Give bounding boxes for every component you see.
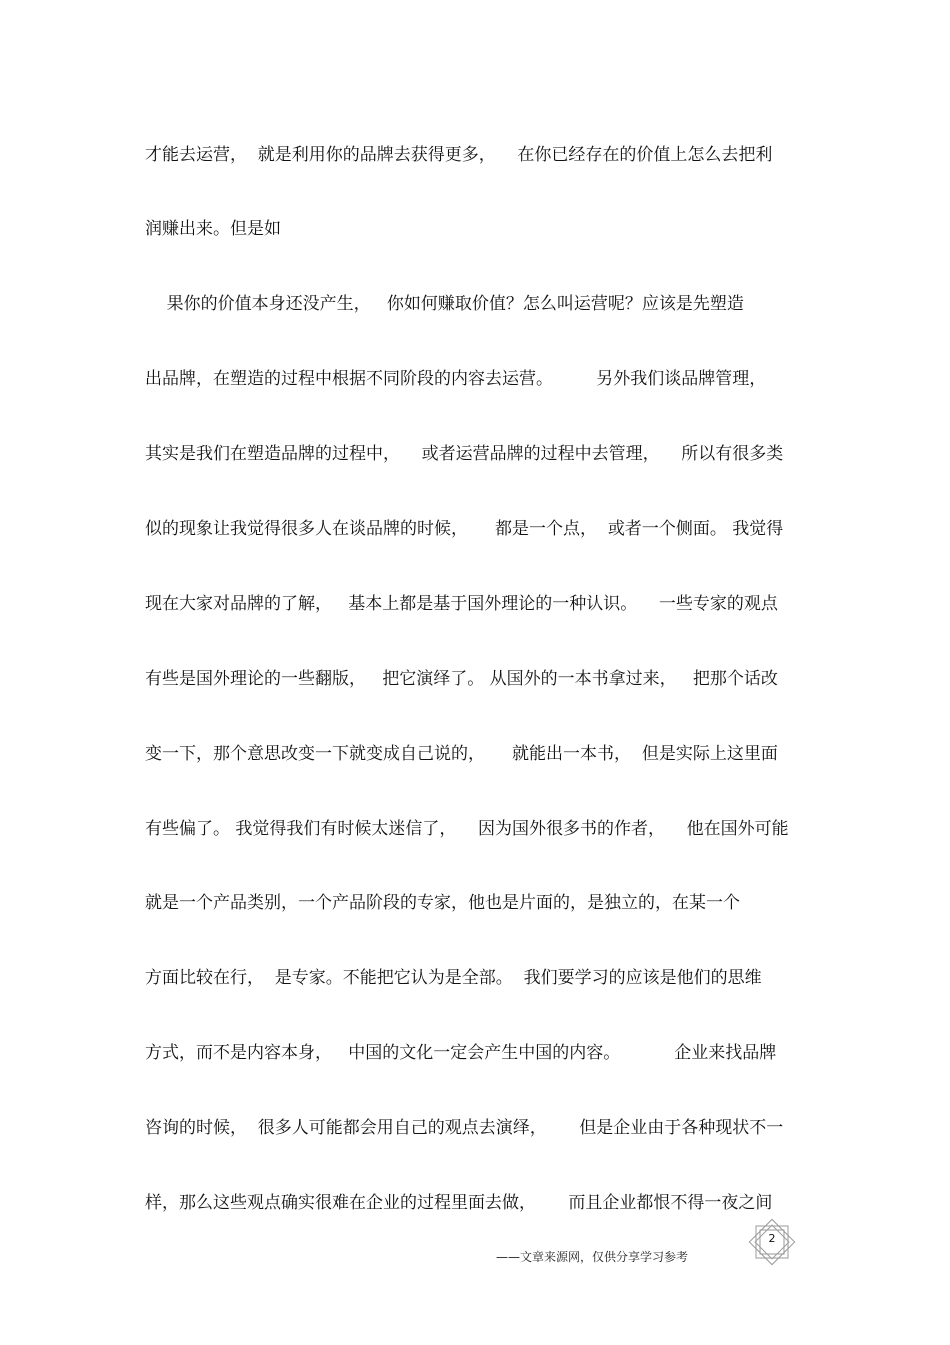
body-line: 变一下，那个意思改变一下就变成自己说的， 就能出一本书， 但是实际上这里面 [145,744,778,764]
page-number-badge [748,1218,796,1266]
body-line: 出品牌，在塑造的过程中根据不同阶段的内容去运营。 另外我们谈品牌管理， [145,369,767,389]
body-line: 样，那么这些观点确实很难在企业的过程里面去做， 而且企业都恨不得一夜之间 [145,1193,773,1213]
body-line: 现在大家对品牌的了解， 基本上都是基于国外理论的一种认识。 一些专家的观点 [145,594,778,614]
body-line: 咨询的时候， 很多人可能都会用自己的观点去演绎， 但是企业由于各种现状不一 [145,1118,784,1138]
body-line: 才能去运营， 就是利用你的品牌去获得更多， 在你已经存在的价值上怎么去把利 [145,145,773,165]
body-line: 方面比较在行， 是专家。不能把它认为是全部。 我们要学习的应该是他们的思维 [145,968,762,988]
source-note: ——文章来源网，仅供分享学习参考 [496,1250,689,1264]
body-line: 其实是我们在塑造品牌的过程中， 或者运营品牌的过程中去管理， 所以有很多类 [145,444,784,464]
page-number: 2 [768,1232,776,1245]
body-line: 有些偏了。 我觉得我们有时候太迷信了， 因为国外很多书的作者， 他在国外可能 [145,819,789,839]
body-line: 方式，而不是内容本身， 中国的文化一定会产生中国的内容。 企业来找品牌 [145,1043,777,1063]
body-line: 润赚出来。但是如 [145,219,281,239]
body-line: 似的现象让我觉得很多人在谈品牌的时候， 都是一个点， 或者一个侧面。 我觉得 [145,519,784,539]
body-line: 就是一个产品类别，一个产品阶段的专家，他也是片面的，是独立的，在某一个 [145,893,740,913]
body-line: 有些是国外理论的一些翻版， 把它演绎了。 从国外的一本书拿过来， 把那个话改 [145,669,778,689]
body-line: 果你的价值本身还没产生， 你如何赚取价值？怎么叫运营呢？应该是先塑造 [145,294,744,314]
